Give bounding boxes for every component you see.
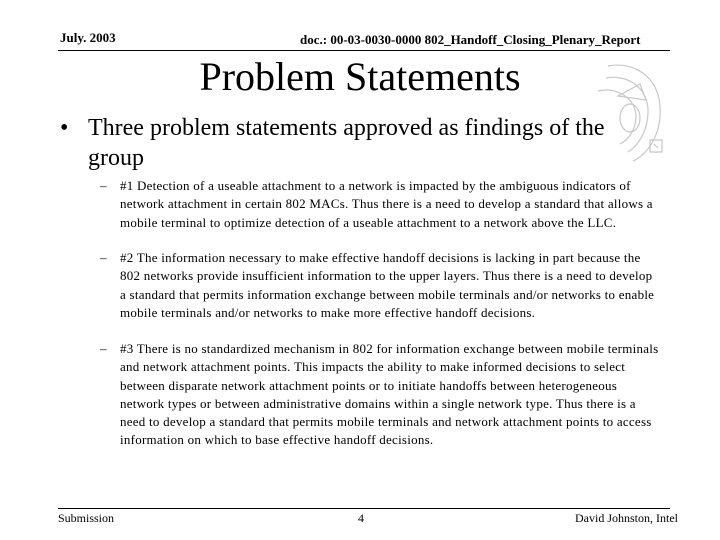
footer-rule (58, 508, 670, 509)
main-bullet-text: Three problem statements approved as findings of the group (88, 115, 605, 171)
header-doc-id: doc.: 00-03-0030-0000 802_Handoff_Closing_Plenary_Report (300, 32, 641, 47)
header-rule (58, 50, 670, 51)
sub-bullet-2 (100, 249, 660, 322)
footer-submission: Submission (58, 511, 115, 525)
dash-icon: – (100, 178, 107, 193)
sub-bullet-text: #2 The information necessary to make effective handoff decisions is lacking in part because the 802 networks provide insufficient information to the upper layers. Thus there is a need to develop a standard that permits information exchange between mobile terminals and/or networks to enable mobile terminals and/or networks to make more effective handoff decisions. (120, 250, 655, 320)
main-bullet (60, 113, 660, 173)
footer-author: David Johnston, Intel (575, 511, 678, 525)
header-date: July. 2003 (60, 30, 116, 45)
sub-bullet-1 (100, 177, 660, 232)
sub-bullet-3 (100, 340, 660, 450)
slide-title: Problem Statements (199, 54, 521, 99)
sub-bullet-text: #3 There is no standardized mechanism in 802 for information exchange between mobile terminals and network attachment points. This impacts the ability to make informed decisions to select between disparate network attachment points or to initiate handoffs between heterogeneous network types or between administrative domains within a single network type. Thus there is a need to develop a standard that permits mobile terminals and network attachment points to access information on which to base effective handoff decisions. (120, 341, 659, 448)
dash-icon: – (100, 250, 107, 265)
page-number: 4 (358, 511, 364, 525)
dash-icon: – (100, 341, 107, 356)
bullet-dot-icon: • (60, 115, 69, 141)
sub-bullet-text: #1 Detection of a useable attachment to a network is impacted by the ambiguous indicators of network attachment in certain 802 MACs. Thus there is a need to develop a standard that allows a mobile terminal to optimize detection of a useable attachment to a network above the LLC. (120, 178, 653, 230)
